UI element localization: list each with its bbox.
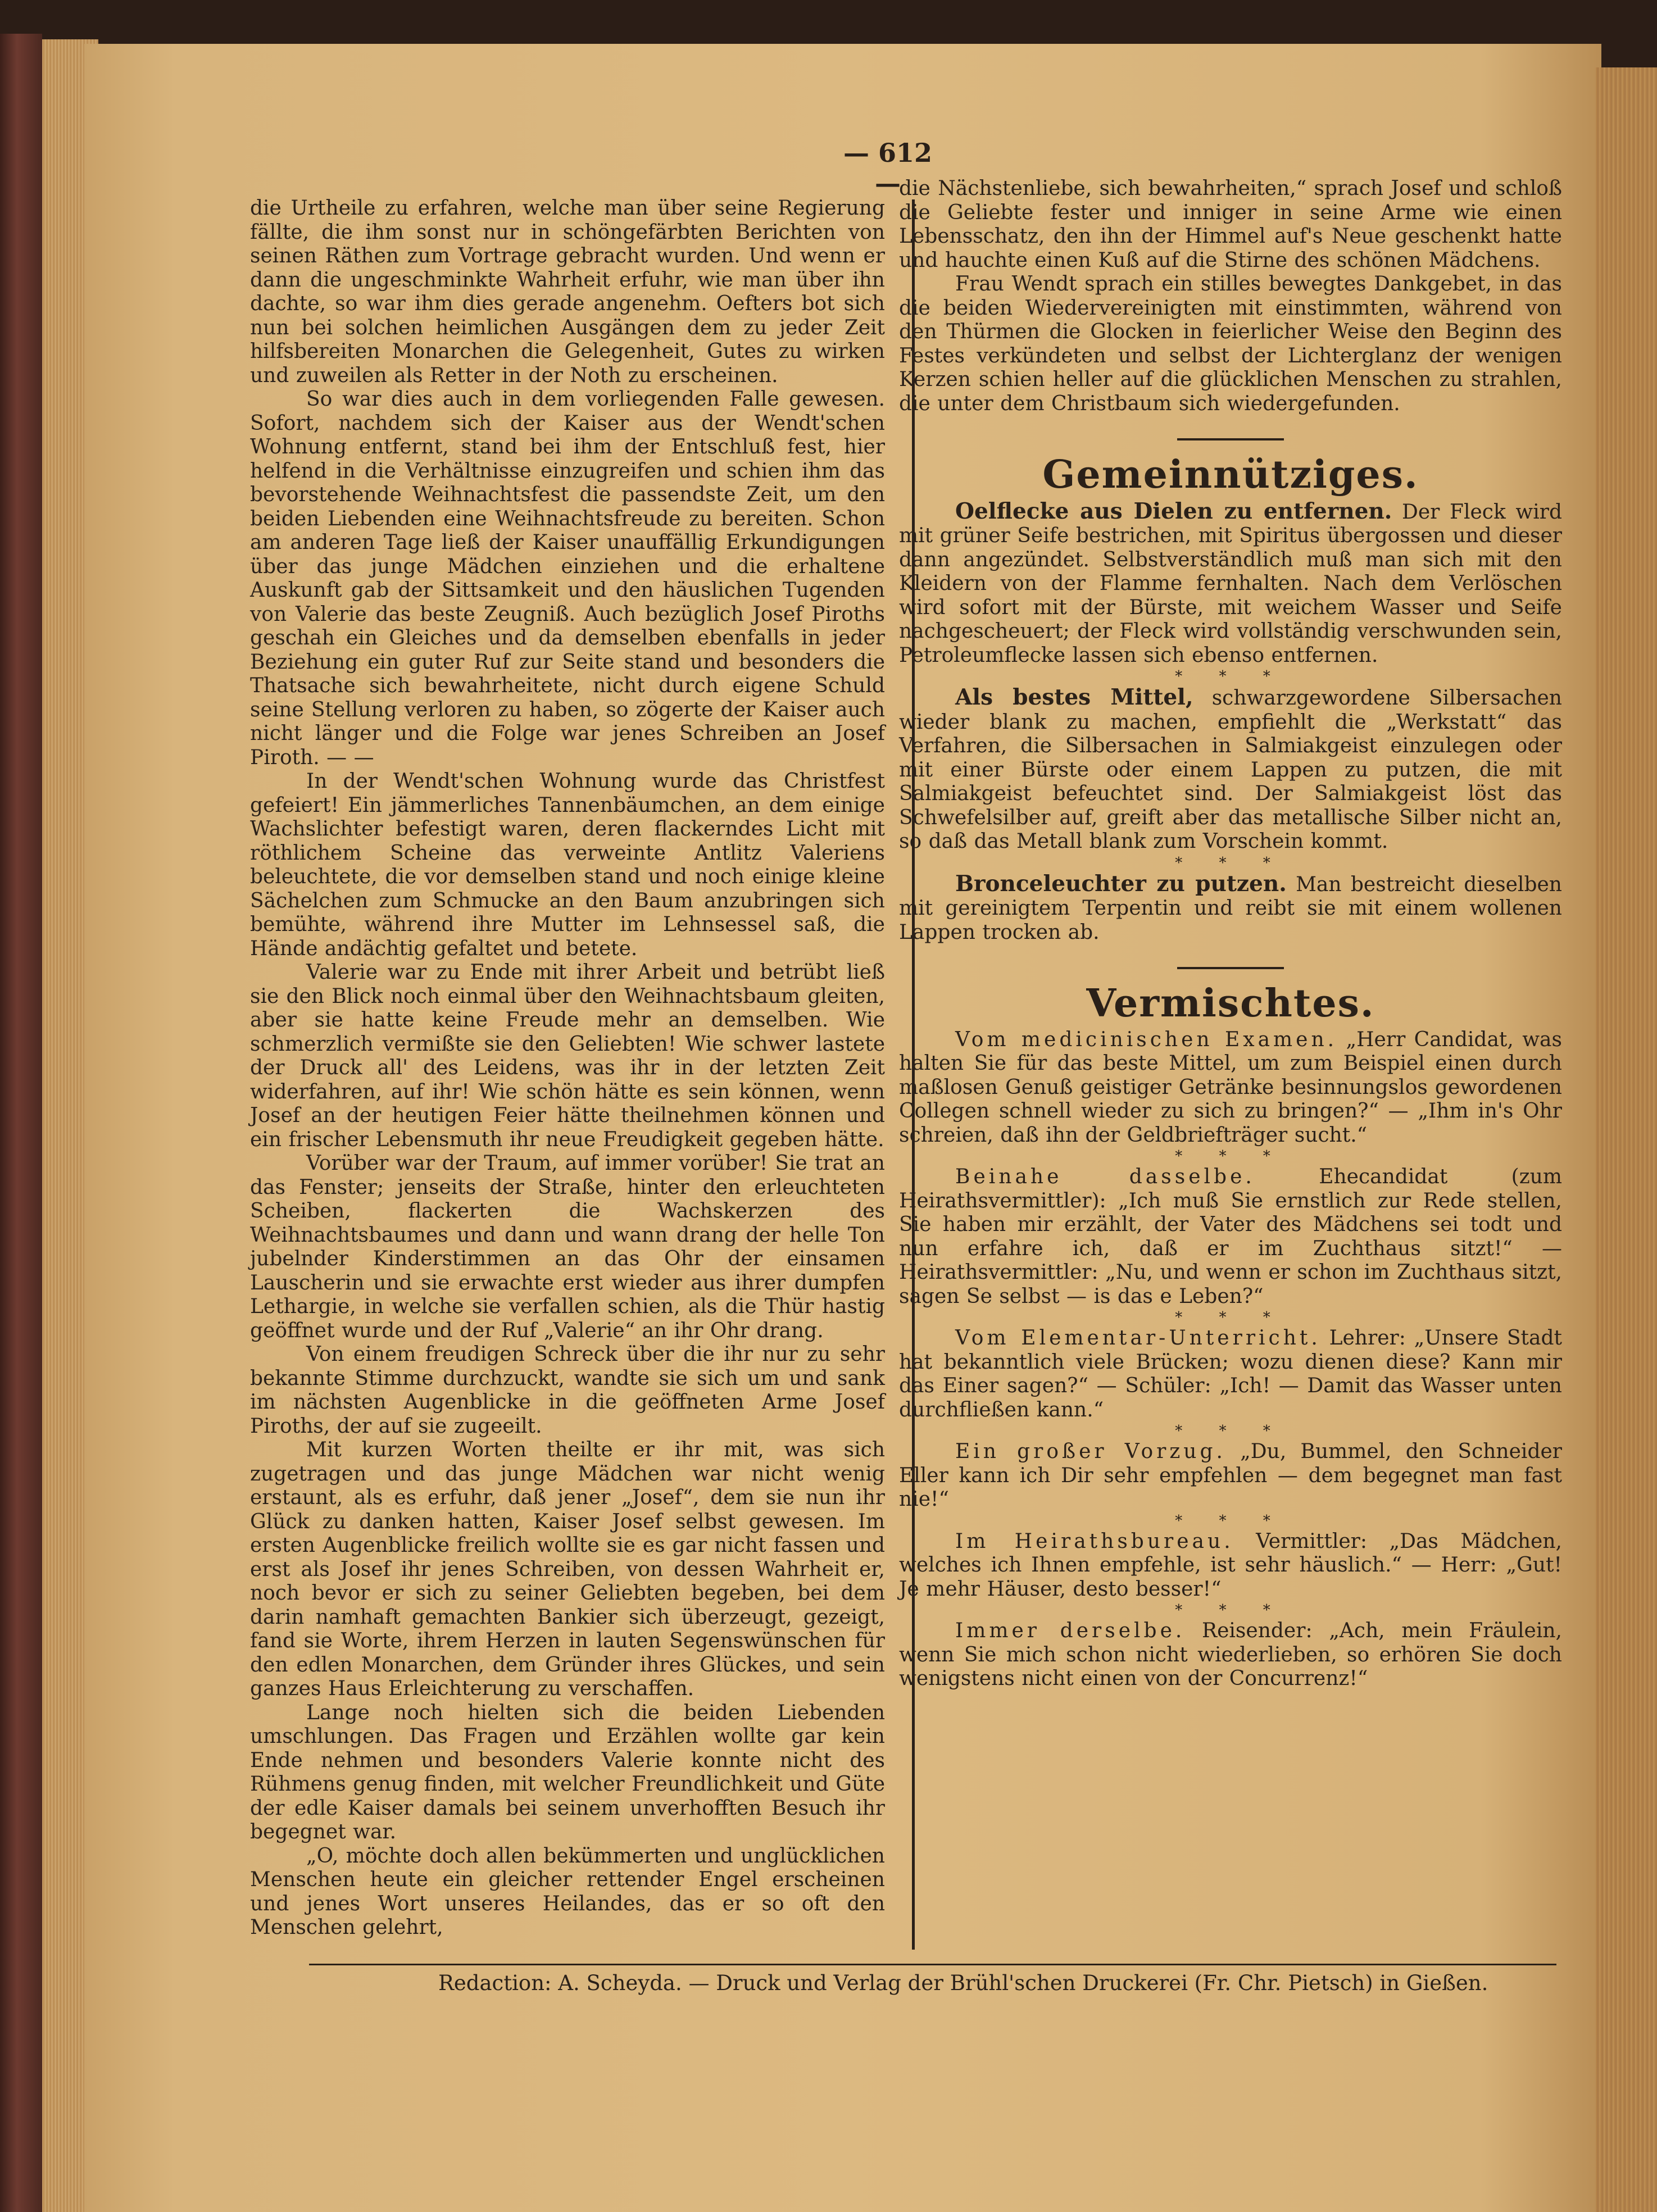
anecdote-title: Immer derselbe. [955, 1619, 1186, 1642]
article-text: schwarzgewordene Silbersachen wieder blank zu machen, empfiehlt die „Werkstatt“ das Verfahren, die Silbersachen in Salmiakgeist einzulegen oder mit einer Bürste oder einem Lappen zu putzen, die mit Salmiakgeist befeuchtet sind. Der Salmiakgeist löst das Schwefelsilber auf, greift aber das metallische Silber nicht an, so daß das Metall blank zum Vorschein kommt. [899, 687, 1562, 853]
paragraph: die Urtheile zu erfahren, welche man über seine Regierung fällte, die ihm sonst nur in schöngefärbten Berichten von seinen Räthen zum Vortrage gebracht wurden. Und wenn er dann die ungeschminkte Wahrheit erfuhr, wie man über ihn dachte, so war ihm dies gerade angenehm. Oefters bot sich nun bei solchen heimlichen Ausgängen dem zu jeder Zeit hilfsbereiten Monarchen die Gelegenheit, Gutes zu wirken und zuweilen als Retter in der Noth zu erscheinen. [250, 197, 885, 387]
imprint-footer: Redaction: A. Scheyda. — Druck und Verlag der Brühl'schen Druckerei (Fr. Chr. Pietsch) in Gießen. [438, 1971, 1488, 1995]
star-separator: * * * [1175, 1512, 1286, 1529]
article-title: Oelflecke aus Dielen zu entfernen. [955, 498, 1392, 524]
paragraph: Vorüber war der Traum, auf immer vorüber! Sie trat an das Fenster; jenseits der Straße, hinter den erleuchteten Scheiben, flackerten die Wachskerzen des Weihnachtsbaumes und dann und wann drang der helle Ton jubelnder Kinderstimmen an das Ohr der einsamen Lauscherin und sie erwachte erst wieder aus ihrer dumpfen Lethargie, in welche sie verfallen schien, als die Thür hastig geöffnet wurde und der Ruf „Valerie“ an ihr Ohr drang. [250, 1152, 885, 1342]
section-heading-vermischtes: Vermischtes. [1086, 981, 1375, 1026]
anecdote-immer-derselbe [899, 1619, 1562, 1691]
anecdote-title: Ein großer Vorzug. [955, 1440, 1226, 1463]
anecdote-text: Reisender: „Ach, mein Fräulein, wenn Sie mich schon nicht wiederlieben, so erhören Sie doch wenigstens nicht einen von der Concurrenz!“ [899, 1619, 1562, 1690]
star-separator: * * * [1175, 1148, 1286, 1165]
section-divider [1177, 967, 1284, 969]
paragraph: „O, möchte doch allen bekümmerten und unglücklichen Menschen heute ein gleicher rettender Engel erscheinen und jenes Wort unseres Heilandes, das er so oft den Menschen gelehrt, [250, 1844, 885, 1939]
article-bronceleuchter [899, 872, 1562, 945]
paragraph: So war dies auch in dem vorliegenden Falle gewesen. Sofort, nachdem sich der Kaiser aus der Wendt'schen Wohnung entfernt, stand bei ihm der Entschluß fest, hier helfend in die Verhältnisse einzugreifen und schien ihm das bevorstehende Weihnachtsfest die passendste Zeit, um den beiden Liebenden eine Weihnachtsfreude zu bereiten. Schon am anderen Tage ließ der Kaiser unauffällig Erkundigungen über das junge Mädchen einziehen und die erhaltene Auskunft gab der Sittsamkeit und den häuslichen Tugenden von Valerie das beste Zeugniß. Auch bezüglich Josef Piroths geschah ein Gleiches und da demselben ebenfalls in jeder Beziehung ein guter Ruf zur Seite stand und besonders die Thatsache sich bewahrheitete, nicht durch eigene Schuld seine Stellung verloren zu haben, so zögerte der Kaiser auch nicht länger und die Folge war jenes Schreiben an Josef Piroth. — — [250, 388, 885, 769]
star-separator: * * * [1175, 1423, 1286, 1439]
article-silber [899, 685, 1562, 854]
book-binding [0, 34, 42, 2212]
anecdote-examen [899, 1028, 1562, 1148]
paragraph: Lange noch hielten sich die beiden Liebenden umschlungen. Das Fragen und Erzählen wollte gar kein Ende nehmen und besonders Valerie konnte nicht des Rühmens genug finden, mit welcher Freundlichkeit und Güte der edle Kaiser damals bei seinem unverhofften Besuch ihr begegnet war. [250, 1701, 885, 1843]
anecdote-elementar [899, 1327, 1562, 1422]
article-text: Der Fleck wird mit grüner Seife bestrichen, mit Spiritus übergossen und dieser dann angezündet. Selbstverständlich muß man sich mit den Kleidern von der Flamme fernhalten. Nach dem Verlöschen wird sofort mit der Bürste, mit weichem Wasser und Seife nachgescheuert; der Fleck wird vollständig verschwunden sein, Petroleumflecke lassen sich ebenso entfernen. [899, 500, 1562, 667]
paragraph: In der Wendt'schen Wohnung wurde das Christfest gefeiert! Ein jämmerliches Tannenbäumchen, an dem einige Wachslichter befestigt waren, deren flackerndes Licht mit röthlichem Scheine das verweinte Antlitz Valeriens beleuchtete, die vor demselben stand und noch einige kleine Sächelchen zum Schmucke an den Baum anzubringen sich bemühte, während ihre Mutter im Lehnsessel saß, die Hände andächtig gefaltet und betete. [250, 770, 885, 960]
anecdote-title: Im Heirathsbureau. [955, 1529, 1234, 1553]
footer-rule [309, 1964, 1556, 1965]
article-oelflecke [899, 499, 1562, 668]
star-separator: * * * [1175, 1309, 1286, 1326]
paragraph: Valerie war zu Ende mit ihrer Arbeit und betrübt ließ sie den Blick noch einmal über den Weihnachtsbaum gleiten, aber sie hatte keine Freude mehr an demselben. Wie schmerzlich vermißte sie den Geliebten! Wie schwer lastete der Druck all' des Leidens, was ihr in der letzten Zeit widerfahren, auf ihr! Wie schön hätte es sein können, wenn Josef an der heutigen Feier hätte theilnehmen können und ein frischer Lebensmuth ihr neue Freudigkeit gegeben hätte. [250, 961, 885, 1151]
paragraph: Mit kurzen Worten theilte er ihr mit, was sich zugetragen und das junge Mädchen war nicht wenig erstaunt, als es erfuhr, daß jener „Josef“, dem sie nun ihr Glück zu danken hatten, Kaiser Josef selbst gewesen. Im ersten Augenblicke freilich wollte sie es gar nicht fassen und erst als Josef ihr jenes Schreiben, von dessen Wahrheit er, noch bevor er sich zu seiner Geliebten begeben, bei dem darin namhaft gemachten Bankier sich überzeugt, gezeigt, fand sie Worte, ihrem Herzen in lauten Segenswünschen für den edlen Monarchen, dem Gründer ihres Glückes, und sein ganzes Haus Erleichterung zu verschaffen. [250, 1438, 885, 1700]
anecdote-title: Vom medicinischen Examen. [955, 1028, 1338, 1051]
anecdote-heirathsbureau [899, 1530, 1562, 1602]
anecdote-vorzug [899, 1440, 1562, 1512]
anecdote-text: Ehecandidat (zum Heirathsvermittler): „Ich muß Sie ernstlich zur Rede stellen, Sie haben mir erzählt, der Vater des Mädchens sei todt und nun erfahre ich, daß er im Zuchthaus sitzt!“ — Heirathsvermittler: „Nu, und wenn er schon im Zuchthaus sitzt, sagen Se selbst — is das e Leben?“ [899, 1165, 1562, 1308]
page-number: — 612 — [843, 138, 933, 198]
anecdote-text: „Herr Candidat, was halten Sie für das beste Mittel, um zum Beispiel einen durch maßlosen Genuß geistiger Getränke besinnungslos gewordenen Collegen schnell wieder zu sich zu bringen?“ — „Ihm in's Ohr schreien, daß ihn der Geldbriefträger sucht.“ [899, 1028, 1562, 1147]
article-text: Man bestreicht dieselben mit gereinigtem Terpentin und reibt sie mit einem wollenen Lappen trocken ab. [899, 873, 1562, 944]
star-separator: * * * [1175, 1602, 1286, 1619]
section-divider [1177, 438, 1284, 440]
anecdote-title: Vom Elementar-Unterricht. [955, 1327, 1321, 1350]
article-title: Bronceleuchter zu putzen. [955, 870, 1287, 897]
anecdote-text: Lehrer: „Unsere Stadt hat bekanntlich viele Brücken; wozu dienen diese? Kann mir das Einer sagen?“ — Schüler: „Ich! — Damit das Wasser unten durchfließen kann.“ [899, 1327, 1562, 1421]
anecdote-beinahe [899, 1165, 1562, 1309]
paragraph: Von einem freudigen Schreck über die ihr nur zu sehr bekannte Stimme durchzuckt, wandte sie sich um und sank im nächsten Augenblicke in die geöffneten Arme Josef Piroths, der auf sie zugeeilt. [250, 1343, 885, 1438]
section-heading-gemeinnuetziges: Gemeinnütziges. [1042, 452, 1419, 497]
article-title: Als bestes Mittel, [955, 684, 1193, 710]
anecdote-text: „Du, Bummel, den Schneider Eller kann ich Dir sehr empfehlen — dem begegnet man fast nie!“ [899, 1440, 1562, 1511]
anecdote-title: Beinahe dasselbe. [955, 1165, 1255, 1188]
star-separator: * * * [1175, 854, 1286, 871]
paragraph: Frau Wendt sprach ein stilles bewegtes Dankgebet, in das die beiden Wiedervereinigten mit einstimmten, während von den Thürmen die Glocken in feierlicher Weise den Beginn des Festes verkündeten und selbst der Lichterglanz der wenigen Kerzen schien heller auf die glücklichen Menschen zu strahlen, die unter dem Christbaum sich wiedergefunden. [899, 272, 1562, 415]
left-column [250, 197, 885, 1940]
paragraph: die Nächstenliebe, sich bewahrheiten,“ sprach Josef und schloß die Geliebte fester und inniger in seine Arme wie einen Lebensschatz, den ihn der Himmel auf's Neue geschenkt hatte und hauchte einen Kuß auf die Stirne des schönen Mädchens. [899, 177, 1562, 272]
right-column [899, 177, 1562, 1691]
anecdote-text: Vermittler: „Das Mädchen, welches ich Ihnen empfehle, ist sehr häuslich.“ — Herr: „Gut! Je mehr Häuser, desto besser!“ [899, 1529, 1562, 1601]
page-edges-right [1596, 67, 1657, 2212]
star-separator: * * * [1175, 668, 1286, 685]
